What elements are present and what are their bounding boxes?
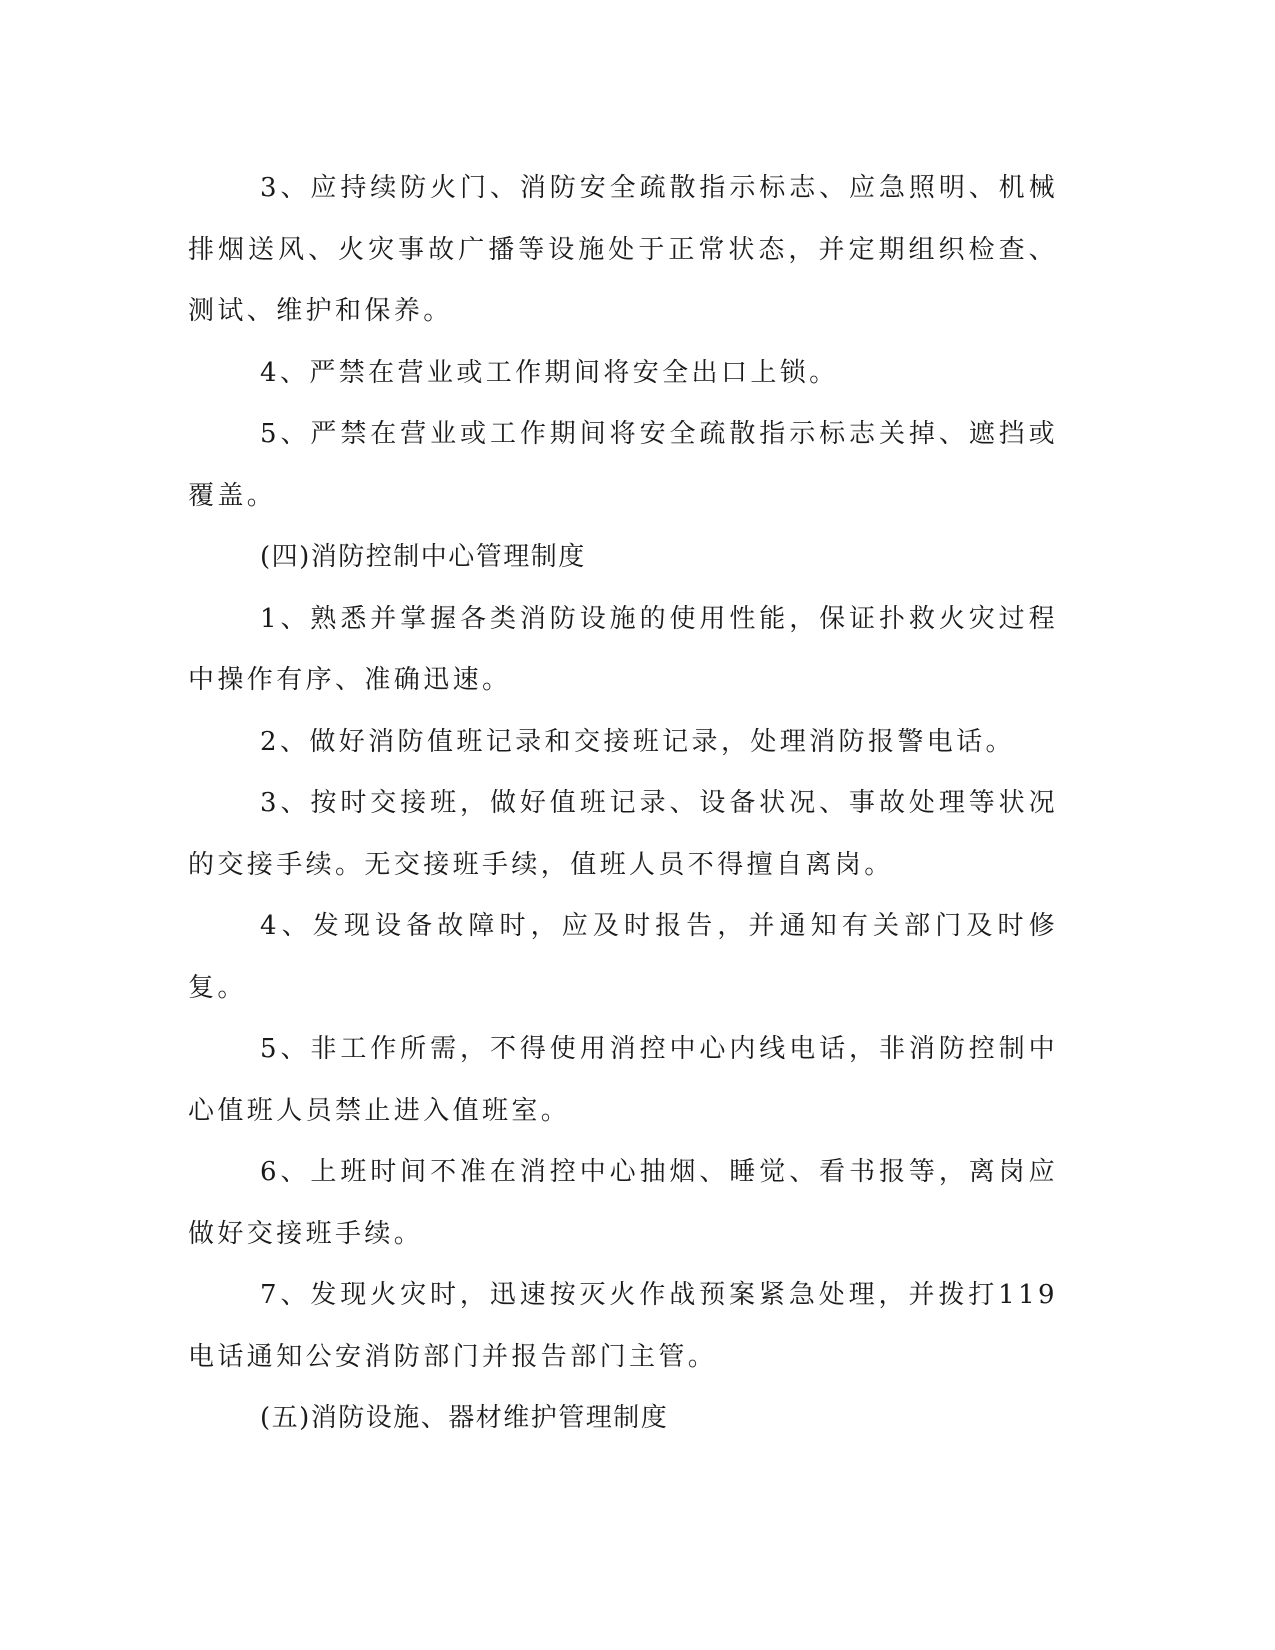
- paragraph-fire-response: 7、发现火灾时，迅速按灭火作战预案紧急处理，并拨打119电话通知公安消防部门并报告部门主管。: [188, 1280, 1058, 1372]
- paragraph-know-equipment: 1、熟悉并掌握各类消防设施的使用性能，保证扑救火灾过程中操作有序、准确迅速。: [188, 603, 1058, 695]
- paragraph-fire-door-maintenance: 3、应持续防火门、消防安全疏散指示标志、应急照明、机械排烟送风、火灾事故广播等设施处于正常状态，并定期组织检查、测试、维护和保养。: [188, 173, 1058, 326]
- paragraph-duty-conduct: 6、上班时间不准在消控中心抽烟、睡觉、看书报等，离岗应做好交接班手续。: [188, 1157, 1058, 1249]
- paragraph-equipment-fault: 4、发现设备故障时，应及时报告，并通知有关部门及时修复。: [188, 911, 1058, 1003]
- paragraph-exit-lock-ban: 4、严禁在营业或工作期间将安全出口上锁。: [260, 357, 839, 388]
- paragraph-shift-handover: 3、按时交接班，做好值班记录、设备状况、事故处理等状况的交接手续。无交接班手续，值班人员不得擅自离岗。: [188, 788, 1058, 880]
- paragraph-phone-and-access: 5、非工作所需，不得使用消控中心内线电话，非消防控制中心值班人员禁止进入值班室。: [188, 1034, 1058, 1126]
- section-heading-equipment-maintenance: (五)消防设施、器材维护管理制度: [260, 1403, 669, 1433]
- paragraph-sign-cover-ban: 5、严禁在营业或工作期间将安全疏散指示标志关掉、遮挡或覆盖。: [188, 419, 1058, 511]
- paragraph-duty-records: 2、做好消防值班记录和交接班记录，处理消防报警电话。: [260, 726, 1015, 757]
- document-body: [188, 158, 1058, 1450]
- section-heading-control-center: (四)消防控制中心管理制度: [260, 542, 586, 572]
